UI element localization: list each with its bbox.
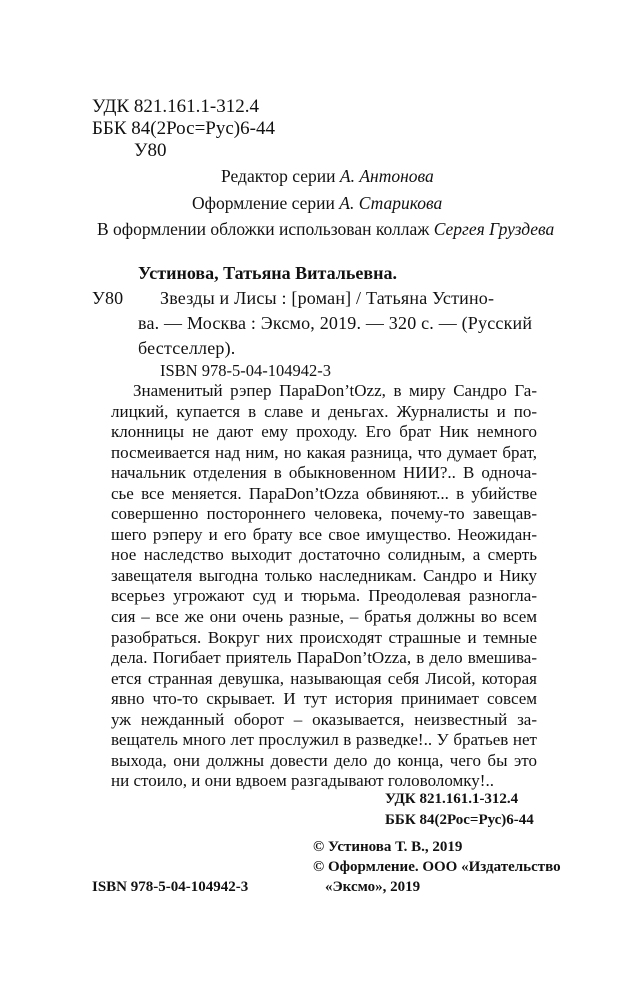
annotation-line: совершенно постороннего человека, почему-то завещав- (111, 504, 537, 524)
series-design-credit (192, 193, 442, 213)
copyright-author: © Устинова Т. В., 2019 (313, 839, 463, 855)
cover-label: В оформлении обложки использован коллаж (97, 219, 430, 239)
bib-line-1: Звезды и Лисы : [роман] / Татьяна Устино- (160, 288, 495, 308)
annotation-line: дела. Погибает приятель ПараDon’tOzza, в дело вмешива- (111, 648, 537, 668)
annotation-line: клонницы не дают ему проходу. Его брат Ник немного (111, 422, 537, 442)
copyright-design-line-1: © Оформление. ООО «Издательство (313, 859, 561, 875)
series-editor-credit (221, 166, 434, 186)
cover-artist-name: Сергея Груздева (433, 219, 555, 239)
footer-udk: УДК 821.161.1-312.4 (385, 791, 519, 807)
annotation-line: уж нежданный оборот – оказывается, неизвестный за- (111, 709, 537, 729)
annotation-line: ни стоило, и они вдвоем разгадывают головоломку!.. (111, 771, 494, 791)
annotation-line: шего рэперу и его брату все свое имущество. Неожидан- (111, 524, 537, 544)
annotation-line: ется странная девушка, называющая себя Лисой, которая (111, 668, 537, 688)
author-heading: Устинова, Татьяна Витальевна. (138, 263, 397, 283)
bib-line-3: бестселлер). (138, 338, 236, 358)
annotation-line: сия – все же они очень разные, – братья должны во всем (111, 607, 537, 627)
bib-line-2: ва. — Москва : Эксмо, 2019. — 320 с. — (Русский (138, 313, 533, 333)
footer-isbn: ISBN 978-5-04-104942-3 (92, 879, 249, 895)
annotation-line: сье все меняется. ПараDon’tOzza обвиняют... в убийстве (111, 483, 537, 503)
annotation-line: Знаменитый рэпер ПараDon’tOzz, в миру Сандро Га- (133, 381, 537, 400)
series-editor-name: А. Антонова (339, 166, 434, 186)
series-design-label: Оформление серии (192, 193, 335, 213)
footer-bbk: ББК 84(2Рос=Рус)6-44 (385, 812, 534, 828)
bbk-code: ББК 84(2Рос=Рус)6-44 (92, 118, 275, 139)
annotation-line: вещатель много лет прослужил в разведке!.. У братьев нет (111, 730, 537, 750)
annotation (111, 381, 537, 792)
annotation-line: завещателя выгодна только наследникам. Сандро и Нику (111, 565, 537, 585)
copyright-design-line-2: «Эксмо», 2019 (325, 879, 421, 895)
annotation-line: лицкий, купается в славе и деньгах. Журналисты и по- (111, 401, 537, 421)
cover-credit (97, 219, 554, 239)
author-mark: У80 (134, 140, 167, 161)
series-design-name: А. Старикова (339, 193, 443, 213)
series-editor-label: Редактор серии (221, 166, 336, 186)
annotation-line: ное наследство выходит достаточно солидным, а смерть (111, 545, 537, 565)
annotation-line: выхода, они должны довести дело до конца, чего бы это (111, 750, 537, 770)
annotation-line: начальник отделения в обыкновенном НИИ?.. В одноча- (111, 463, 537, 483)
bib-isbn: ISBN 978-5-04-104942-3 (160, 361, 331, 380)
annotation-line: разобраться. Вокруг них происходят страшные и темные (111, 627, 537, 647)
annotation-line: посмеивается над ним, но какая разница, что думает брат, (111, 442, 537, 462)
annotation-line: всерьез угрожают суд и тюрьма. Преодолевая разногла- (111, 586, 537, 606)
annotation-line: явно что-то скрывает. И тут история принимает совсем (111, 689, 537, 709)
bib-author-mark: У80 (92, 288, 124, 308)
udk-code: УДК 821.161.1-312.4 (92, 96, 259, 117)
